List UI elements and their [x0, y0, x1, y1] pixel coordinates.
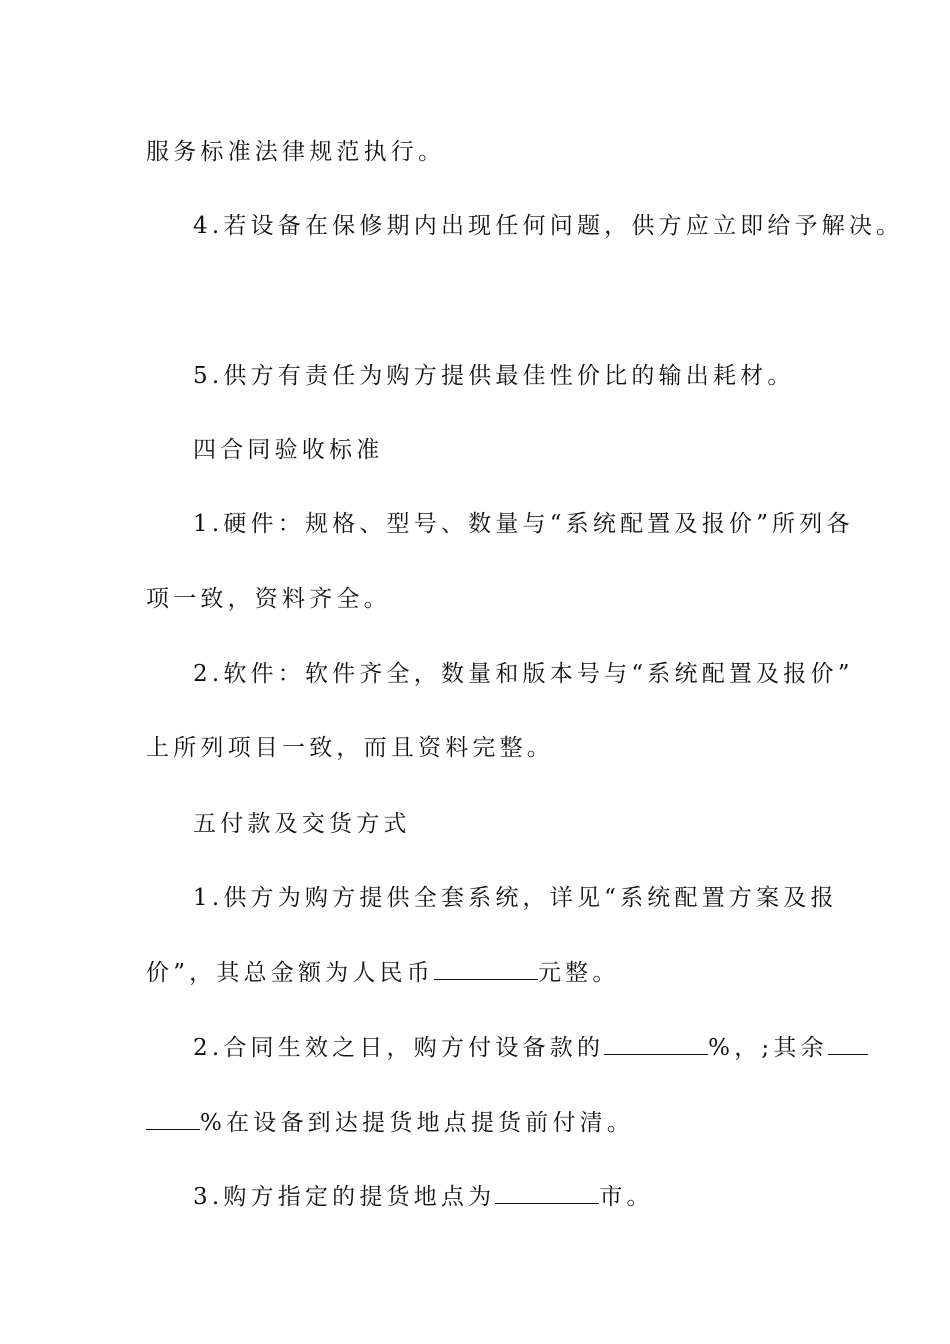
- paragraph-line: [193, 1032, 868, 1063]
- line-text: 元整。: [537, 960, 620, 986]
- line-text: 2.合同生效之日，购方付设备款的: [193, 1035, 605, 1061]
- paragraph-line: 5.供方有责任为购方提供最佳性价比的输出耗材。: [193, 363, 795, 389]
- paragraph-line: [193, 1181, 654, 1212]
- fill-in-blank: [828, 1032, 868, 1055]
- line-text: 3.购方指定的提货地点为: [193, 1184, 496, 1210]
- paragraph-line: 上所列项目一致，而且资料完整。: [146, 735, 554, 761]
- line-text: 市。: [599, 1184, 654, 1210]
- section-heading: 四合同验收标准: [193, 437, 384, 463]
- fill-in-blank: [146, 1107, 200, 1130]
- section-heading: 五付款及交货方式: [193, 811, 411, 837]
- line-text: %，;其余: [708, 1035, 828, 1061]
- fill-in-blank: [434, 957, 538, 980]
- fill-in-blank: [495, 1181, 599, 1204]
- paragraph-line: [146, 957, 620, 988]
- paragraph-line: [146, 1107, 634, 1138]
- paragraph-line: 1.供方为购方提供全套系统，详见“系统配置方案及报: [193, 885, 838, 911]
- paragraph-line: 1.硬件：规格、型号、数量与“系统配置及报价”所列各: [193, 511, 854, 537]
- paragraph-line: 2.软件：软件齐全，数量和版本号与“系统配置及报价”: [193, 661, 854, 687]
- line-text: %在设备到达提货地点提货前付清。: [200, 1110, 635, 1136]
- paragraph-line: 服务标准法律规范执行。: [146, 139, 446, 165]
- fill-in-blank: [604, 1032, 708, 1055]
- line-text: 价”，其总金额为人民币: [146, 960, 434, 986]
- paragraph-line: 4.若设备在保修期内出现任何问题，供方应立即给予解决。: [193, 213, 904, 239]
- paragraph-line: 项一致，资料齐全。: [146, 586, 391, 612]
